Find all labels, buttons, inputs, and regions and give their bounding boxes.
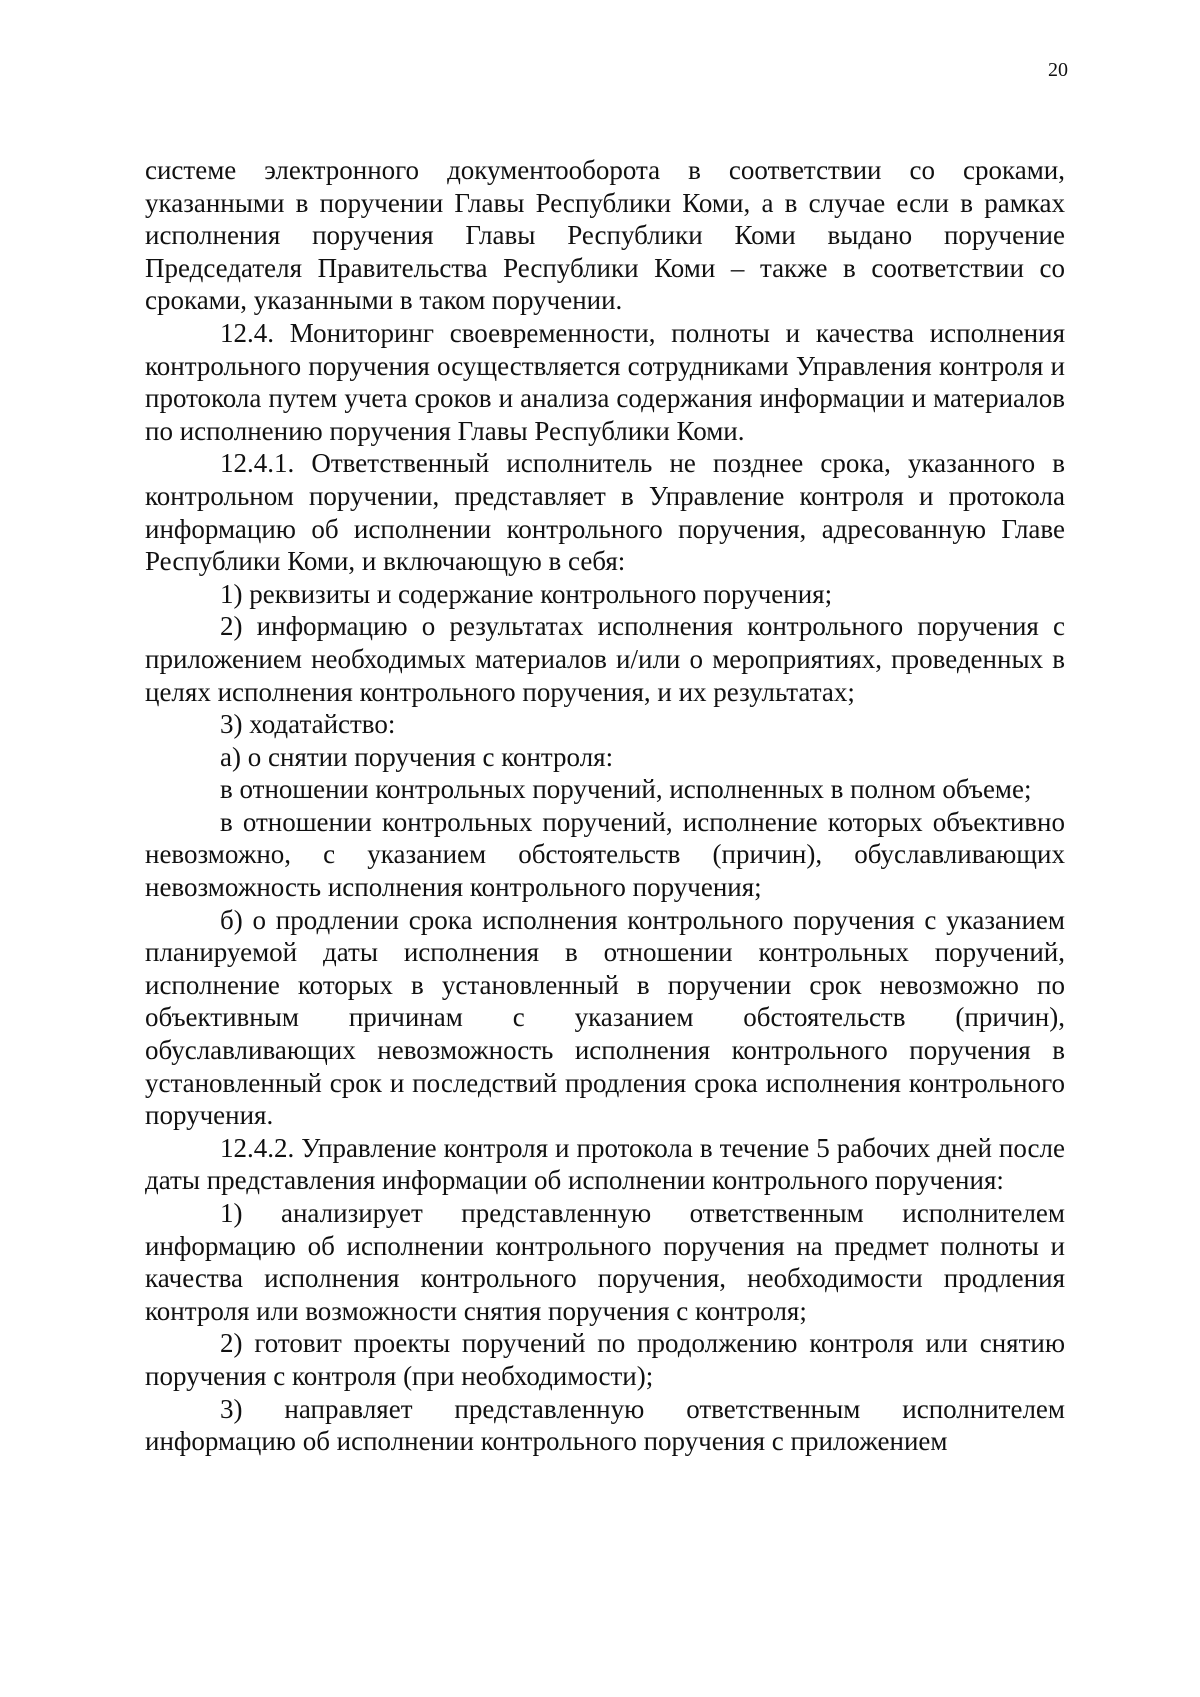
list-item: 1) реквизиты и содержание контрольного поручения; [220,578,833,609]
list-item: 1) анализирует представленную ответственным исполнителем информацию об исполнении контрольного поручения на предмет полноты и качества исполнения контрольного поручения, необходимости продления контроля или возможности снятия поручения с контроля; [145,1198,1065,1326]
list-item: б) о продлении срока исполнения контрольного поручения с указанием планируемой даты исполнения в отношении контрольных поручений, исполнение которых в установленный в поручении срок невозможно по объективным причинам с указанием обстоятельств (причин), обуславливающих невозможность исполнения контрольного поручения в установленный срок и последствий продления срока исполнения контрольного поручения. [145,904,1065,1131]
paragraph: системе электронного документооборота в соответствии со сроками, указанными в поручении Главы Республики Коми, а в случае если в рамках исполнения поручения Главы Республики Коми выдано поручение Председателя Правительства Республики Коми – также в соответствии со сроками, указанными в таком поручении. [145,155,1065,316]
page-number: 20 [1048,59,1068,81]
paragraph: 12.4.1. Ответственный исполнитель не позднее срока, указанного в контрольном поручении, представляет в Управление контроля и протокола информацию об исполнении контрольного поручения, адресованную Главе Республики Коми, и включающую в себя: [145,448,1065,577]
list-item: 2) информацию о результатах исполнения контрольного поручения с приложением необходимых материалов и/или о мероприятиях, проведенных в целях исполнения контрольного поручения, и их результатах; [145,611,1065,707]
paragraph: 12.4. Мониторинг своевременности, полноты и качества исполнения контрольного поручения осуществляется сотрудниками Управления контроля и протокола путем учета сроков и анализа содержания информации и материалов по исполнению поручения Главы Республики Коми. [145,317,1065,446]
paragraph: 12.4.2. Управление контроля и протокола в течение 5 рабочих дней после даты представления информации об исполнении контрольного поручения: [145,1132,1065,1196]
paragraph: в отношении контрольных поручений, исполненных в полном объеме; [220,774,1032,805]
list-item: 3) направляет представленную ответственным исполнителем информацию об исполнении контрольного поручения с приложением [145,1393,1065,1457]
document-body [145,154,1065,1458]
list-item: 3) ходатайство: [220,709,396,740]
list-item: а) о снятии поручения с контроля: [220,741,614,772]
paragraph: в отношении контрольных поручений, исполнение которых объективно невозможно, с указанием обстоятельств (причин), обуславливающих невозможность исполнения контрольного поручения; [145,806,1065,903]
list-item: 2) готовит проекты поручений по продолжению контроля или снятию поручения с контроля (при необходимости); [145,1328,1065,1391]
